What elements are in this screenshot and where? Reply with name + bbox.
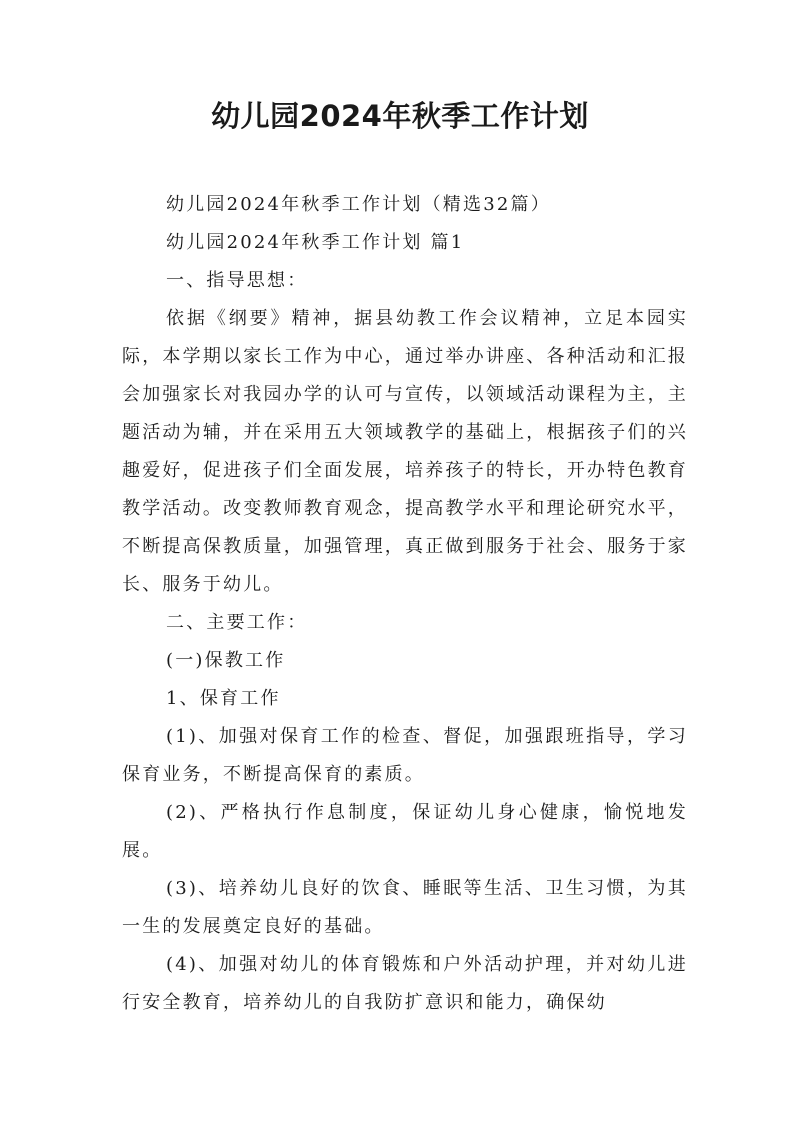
list-item: (2)、严格执行作息制度，保证幼儿身心健康，愉悦地发展。	[122, 802, 688, 861]
document-body	[122, 186, 688, 1022]
heading-guiding-ideology: 一、指导思想：	[166, 270, 308, 291]
heading-main-work: 二、主要工作：	[166, 612, 308, 633]
body-paragraph: 依据《纲要》精神，据县幼教工作会议精神，立足本园实际，本学期以家长工作为中心，通过举办讲座、各种活动和汇报会加强家长对我园办学的认可与宣传，以领域活动课程为主，主题活动为辅，并在采用五大领域教学的基础上，根据孩子们的兴趣爱好，促进孩子们全面发展，培养孩子的特长，开办特色教育教学活动。改变教师教育观念，提高教学水平和理论研究水平，不断提高保教质量，加强管理，真正做到服务于社会、服务于家长、服务于幼儿。	[122, 308, 688, 595]
subheading-nursing-work: 1、保育工作	[166, 688, 281, 709]
list-item: (1)、加强对保育工作的检查、督促，加强跟班指导，学习保育业务，不断提高保育的素质。	[122, 726, 688, 785]
subheading-care-education: (一)保教工作	[166, 650, 286, 671]
document-title: 幼儿园2024年秋季工作计划	[211, 99, 589, 133]
list-item: (3)、培养幼儿良好的饮食、睡眠等生活、卫生习惯，为其一生的发展奠定良好的基础。	[122, 878, 688, 937]
section-heading: 幼儿园2024年秋季工作计划 篇1	[166, 232, 465, 253]
list-item: (4)、加强对幼儿的体育锻炼和户外活动护理，并对幼儿进行安全教育，培养幼儿的自我防扩意识和能力，确保幼	[122, 954, 688, 1013]
subtitle-paragraph: 幼儿园2024年秋季工作计划（精选32篇）	[166, 194, 551, 215]
